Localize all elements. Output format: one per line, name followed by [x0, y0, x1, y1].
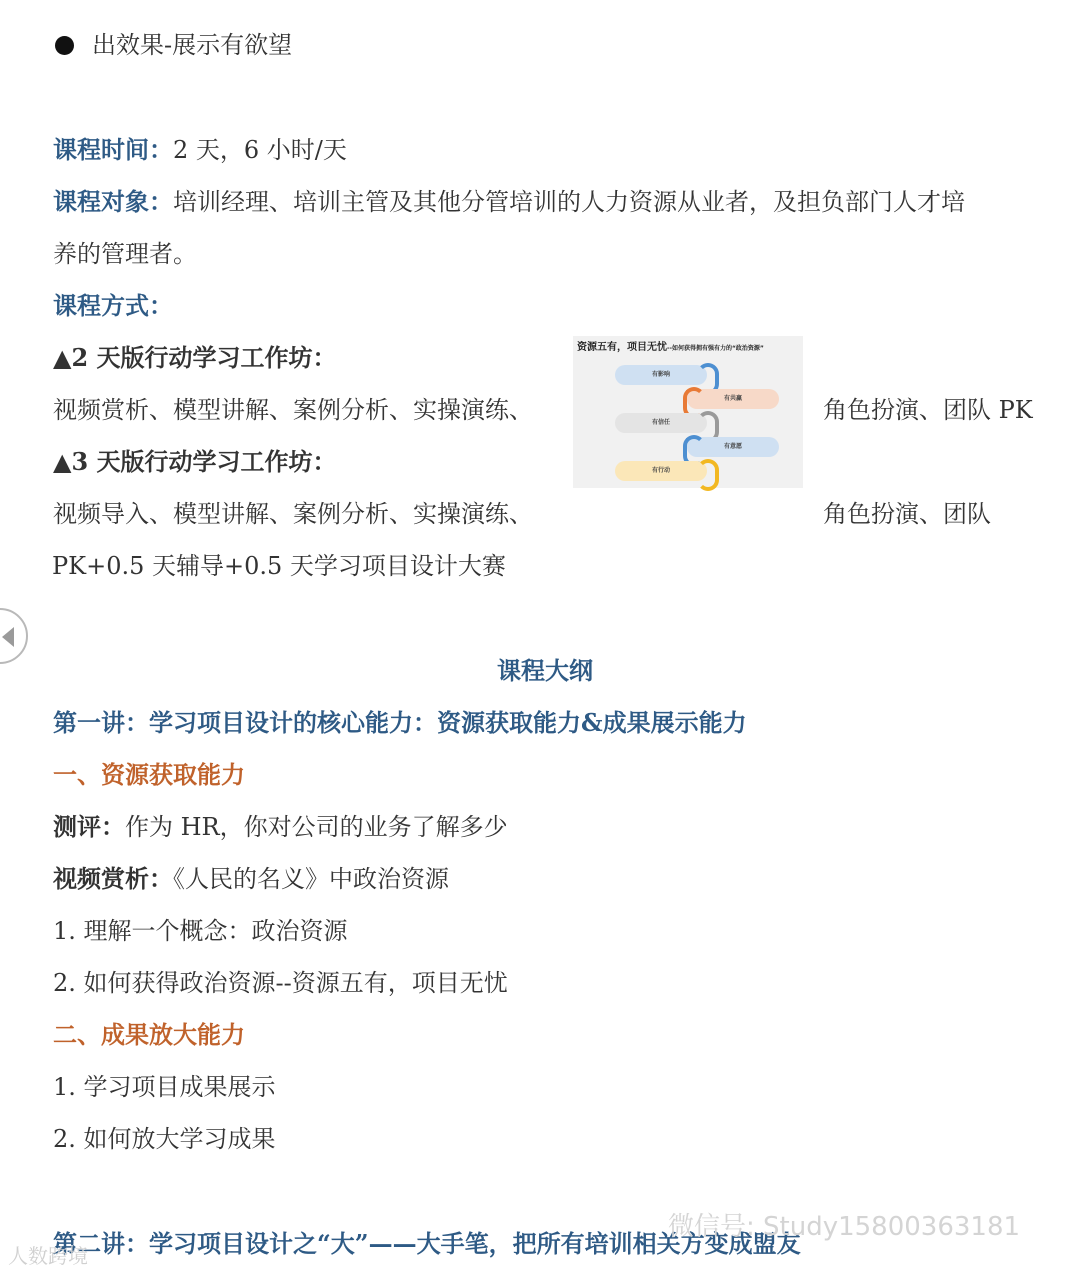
video-label: 视频赏析：: [53, 864, 173, 893]
v2-methods-right: 角色扮演、团队 PK: [823, 396, 1033, 424]
video-text: 《人民的名义》中政治资源: [173, 865, 449, 893]
s2-item-1: 1. 学习项目成果展示: [53, 1073, 276, 1101]
figure-title: 资源五有，项目无忧--如何获得拥有强有力的“政治资源”: [577, 342, 764, 353]
eval-label: 测评：: [53, 812, 125, 841]
lecture-1-title: 第一讲：学习项目设计的核心能力：资源获取能力&成果展示能力: [53, 708, 747, 737]
figure-arc-5: [697, 459, 719, 491]
watermark-right: 微信号: Study15800363181: [668, 1212, 1021, 1242]
video-line: [53, 862, 449, 896]
figure-pill-5: 有行动: [615, 461, 707, 481]
resource-diagram-figure: [573, 336, 803, 488]
bullet-dot: [55, 36, 74, 55]
course-time-label: 课程时间：: [53, 135, 173, 164]
figure-pill-3: 有信任: [615, 413, 707, 433]
v3-title: ▲3 天版行动学习工作坊：: [53, 447, 337, 476]
course-audience-value: 培训经理、培训主管及其他分管培训的人力资源从业者，及担负部门人才培: [173, 188, 965, 216]
figure-pill-4: 有意愿: [687, 437, 779, 457]
v3-methods-cont: PK+0.5 天辅导+0.5 天学习项目设计大赛: [52, 552, 506, 580]
course-time-value: 2 天，6 小时/天: [173, 136, 347, 164]
s1-item-1: 1. 理解一个概念：政治资源: [53, 917, 348, 945]
course-time: [53, 133, 347, 167]
v2-title: ▲2 天版行动学习工作坊：: [53, 343, 337, 372]
eval-line: [53, 810, 508, 844]
section-1-title: 一、资源获取能力: [53, 760, 245, 789]
figure-pill-1: 有影响: [615, 365, 707, 385]
s2-item-2: 2. 如何放大学习成果: [53, 1125, 276, 1153]
lecture-2-title: 第二讲：学习项目设计之“大”——大手笔，把所有培训相关方变成盟友: [53, 1229, 801, 1258]
v3-methods-left: 视频导入、模型讲解、案例分析、实操演练、: [53, 500, 533, 528]
watermark-left: 人数跨境: [8, 1244, 88, 1268]
section-2-title: 二、成果放大能力: [53, 1020, 245, 1049]
bullet-text: 出效果-展示有欲望: [92, 31, 293, 59]
course-audience-cont: 养的管理者。: [53, 240, 197, 268]
previous-arrow-icon[interactable]: [0, 608, 28, 664]
s1-item-2: 2. 如何获得政治资源--资源五有，项目无忧: [53, 969, 508, 997]
v2-methods-left: 视频赏析、模型讲解、案例分析、实操演练、: [53, 396, 533, 424]
course-audience: [53, 185, 965, 219]
course-method-label: 课程方式：: [53, 291, 173, 320]
v3-methods-right: 角色扮演、团队: [823, 500, 991, 528]
outline-heading: 课程大纲: [497, 656, 593, 685]
eval-text: 作为 HR，你对公司的业务了解多少: [125, 813, 508, 841]
figure-pill-2: 有共赢: [687, 389, 779, 409]
course-audience-label: 课程对象：: [53, 187, 173, 216]
